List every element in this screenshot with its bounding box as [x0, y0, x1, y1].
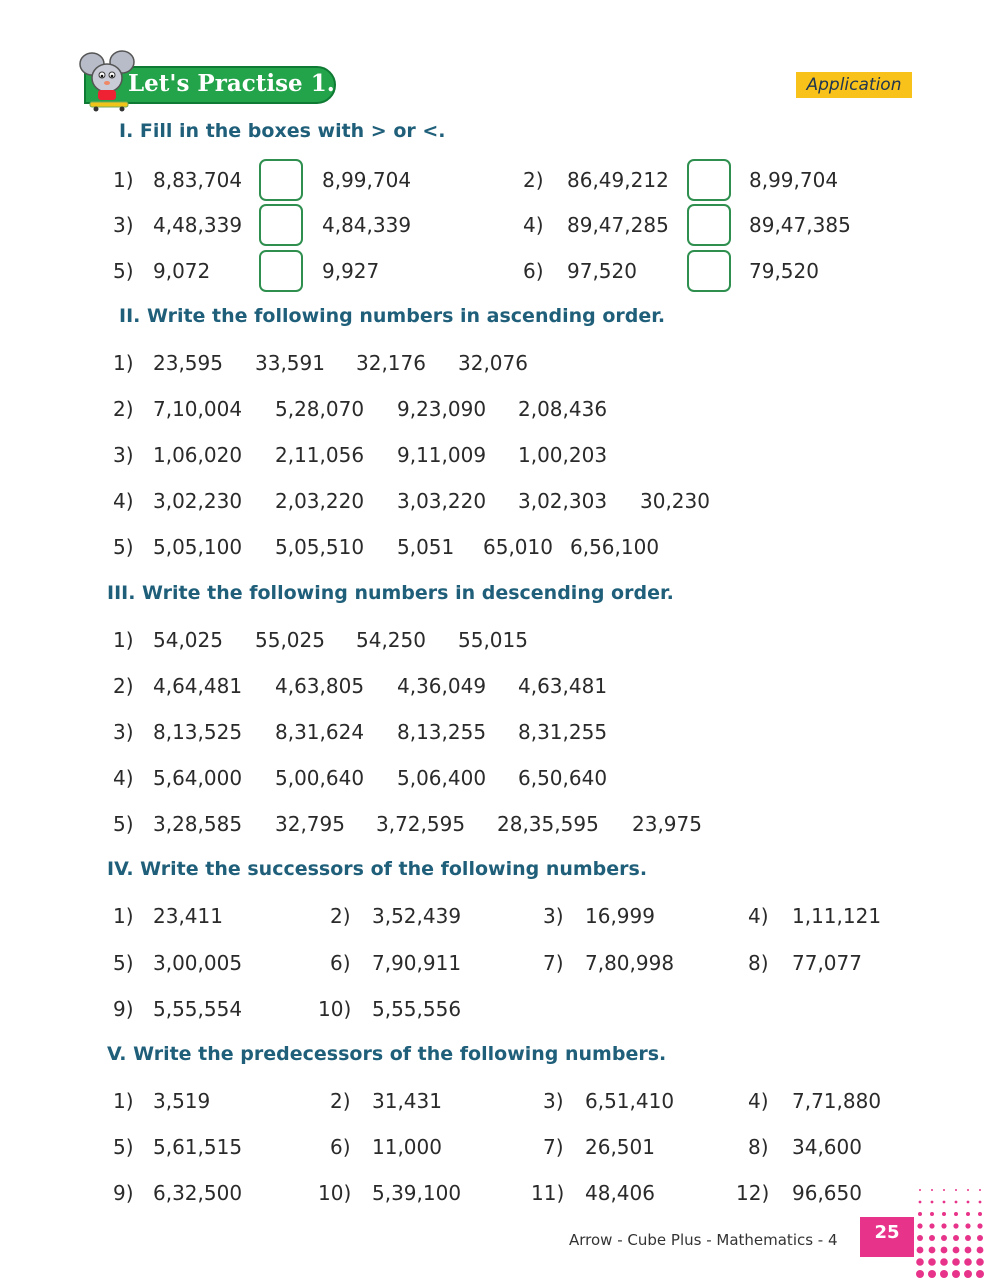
s1-item-left: 8,83,704: [153, 168, 243, 192]
s3-row-label: 2): [113, 674, 134, 698]
s4-item-label: 10): [318, 997, 352, 1021]
s5-item-value: 3,519: [153, 1089, 211, 1113]
comparison-box[interactable]: [259, 250, 303, 292]
s4-item-value: 3,52,439: [372, 904, 462, 928]
s2-number: 2,08,436: [518, 397, 608, 421]
s5-item-value: 6,32,500: [153, 1181, 243, 1205]
s5-item-value: 96,650: [792, 1181, 862, 1205]
s1-item-left: 86,49,212: [567, 168, 669, 192]
s3-row-label: 5): [113, 812, 134, 836]
comparison-box[interactable]: [259, 204, 303, 246]
s3-number: 23,975: [632, 812, 702, 836]
s5-item-value: 48,406: [585, 1181, 655, 1205]
s2-number: 23,595: [153, 351, 223, 375]
s3-number: 6,50,640: [518, 766, 608, 790]
s4-item-value: 5,55,556: [372, 997, 462, 1021]
s2-row-label: 3): [113, 443, 134, 467]
comparison-box[interactable]: [687, 159, 731, 201]
s5-item-value: 11,000: [372, 1135, 442, 1159]
s3-number: 8,13,525: [153, 720, 243, 744]
s1-item-label: 1): [113, 168, 134, 192]
s3-row-label: 4): [113, 766, 134, 790]
s5-item-label: 9): [113, 1181, 134, 1205]
s3-number: 5,06,400: [397, 766, 487, 790]
s2-number: 2,11,056: [275, 443, 365, 467]
s4-item-label: 7): [543, 951, 564, 975]
s5-item-label: 8): [748, 1135, 769, 1159]
s4-item-value: 16,999: [585, 904, 655, 928]
comparison-box[interactable]: [687, 204, 731, 246]
s2-number: 9,11,009: [397, 443, 487, 467]
s2-number: 32,076: [458, 351, 528, 375]
s3-number: 8,31,624: [275, 720, 365, 744]
s5-item-value: 5,39,100: [372, 1181, 462, 1205]
section-2-heading: II. Write the following numbers in ascending order.: [119, 305, 666, 327]
s3-number: 5,64,000: [153, 766, 243, 790]
s1-item-left: 97,520: [567, 259, 637, 283]
section-1-heading: I. Fill in the boxes with > or <.: [119, 120, 446, 142]
s4-item-value: 3,00,005: [153, 951, 243, 975]
section-5-heading: V. Write the predecessors of the following numbers.: [107, 1043, 667, 1065]
application-tag: Application: [796, 72, 912, 98]
s2-number: 5,05,510: [275, 535, 365, 559]
s4-item-label: 1): [113, 904, 134, 928]
s3-row-label: 3): [113, 720, 134, 744]
book-title-footer: Arrow - Cube Plus - Mathematics - 4: [569, 1231, 838, 1249]
s2-number: 32,176: [356, 351, 426, 375]
s1-item-right: 9,927: [322, 259, 380, 283]
s4-item-value: 23,411: [153, 904, 223, 928]
s4-item-value: 77,077: [792, 951, 862, 975]
practice-title: Let's Practise 1.6: [128, 70, 351, 97]
s2-number: 5,051: [397, 535, 455, 559]
s2-row-label: 1): [113, 351, 134, 375]
s1-item-left: 9,072: [153, 259, 211, 283]
page-number-badge: 25: [860, 1217, 914, 1257]
s5-item-label: 2): [330, 1089, 351, 1113]
s2-row-label: 4): [113, 489, 134, 513]
s4-item-label: 4): [748, 904, 769, 928]
s3-number: 4,63,805: [275, 674, 365, 698]
s3-number: 8,31,255: [518, 720, 608, 744]
s2-number: 5,05,100: [153, 535, 243, 559]
s3-number: 8,13,255: [397, 720, 487, 744]
s5-item-label: 12): [736, 1181, 770, 1205]
s5-item-label: 7): [543, 1135, 564, 1159]
s1-item-label: 5): [113, 259, 134, 283]
s2-number: 33,591: [255, 351, 325, 375]
s3-row-label: 1): [113, 628, 134, 652]
s4-item-value: 7,90,911: [372, 951, 462, 975]
s5-item-value: 31,431: [372, 1089, 442, 1113]
s3-number: 4,36,049: [397, 674, 487, 698]
s5-item-label: 3): [543, 1089, 564, 1113]
s1-item-label: 2): [523, 168, 544, 192]
section-3-heading: III. Write the following numbers in descending order.: [107, 582, 674, 604]
s4-item-label: 3): [543, 904, 564, 928]
s4-item-label: 6): [330, 951, 351, 975]
s5-item-label: 10): [318, 1181, 352, 1205]
s1-item-left: 4,48,339: [153, 213, 243, 237]
s5-item-label: 6): [330, 1135, 351, 1159]
s1-item-label: 4): [523, 213, 544, 237]
s5-item-value: 7,71,880: [792, 1089, 882, 1113]
s3-number: 55,015: [458, 628, 528, 652]
s4-item-value: 5,55,554: [153, 997, 243, 1021]
s2-number: 2,03,220: [275, 489, 365, 513]
section-4-heading: IV. Write the successors of the following numbers.: [107, 858, 648, 880]
s5-item-label: 5): [113, 1135, 134, 1159]
comparison-box[interactable]: [687, 250, 731, 292]
s1-item-right: 8,99,704: [749, 168, 839, 192]
s2-number: 6,56,100: [570, 535, 660, 559]
s5-item-value: 34,600: [792, 1135, 862, 1159]
s3-number: 4,63,481: [518, 674, 608, 698]
s3-number: 28,35,595: [497, 812, 599, 836]
s4-item-value: 7,80,998: [585, 951, 675, 975]
s3-number: 54,025: [153, 628, 223, 652]
s4-item-label: 9): [113, 997, 134, 1021]
s5-item-label: 1): [113, 1089, 134, 1113]
s2-number: 30,230: [640, 489, 710, 513]
s1-item-right: 79,520: [749, 259, 819, 283]
s5-item-value: 26,501: [585, 1135, 655, 1159]
s2-number: 3,02,230: [153, 489, 243, 513]
s5-item-value: 5,61,515: [153, 1135, 243, 1159]
s3-number: 54,250: [356, 628, 426, 652]
s3-number: 55,025: [255, 628, 325, 652]
s4-item-label: 8): [748, 951, 769, 975]
s1-item-right: 4,84,339: [322, 213, 412, 237]
s3-number: 4,64,481: [153, 674, 243, 698]
s2-number: 5,28,070: [275, 397, 365, 421]
s2-row-label: 2): [113, 397, 134, 421]
s3-number: 3,28,585: [153, 812, 243, 836]
s1-item-right: 8,99,704: [322, 168, 412, 192]
s2-number: 65,010: [483, 535, 553, 559]
s2-number: 7,10,004: [153, 397, 243, 421]
s2-number: 3,02,303: [518, 489, 608, 513]
s1-item-label: 6): [523, 259, 544, 283]
s2-number: 9,23,090: [397, 397, 487, 421]
s4-item-label: 2): [330, 904, 351, 928]
s3-number: 3,72,595: [376, 812, 466, 836]
s4-item-value: 1,11,121: [792, 904, 882, 928]
s5-item-value: 6,51,410: [585, 1089, 675, 1113]
s2-number: 1,00,203: [518, 443, 608, 467]
s1-item-left: 89,47,285: [567, 213, 669, 237]
s3-number: 5,00,640: [275, 766, 365, 790]
s2-number: 3,03,220: [397, 489, 487, 513]
s1-item-right: 89,47,385: [749, 213, 851, 237]
s2-number: 1,06,020: [153, 443, 243, 467]
comparison-box[interactable]: [259, 159, 303, 201]
s2-row-label: 5): [113, 535, 134, 559]
s3-number: 32,795: [275, 812, 345, 836]
s5-item-label: 4): [748, 1089, 769, 1113]
s5-item-label: 11): [531, 1181, 565, 1205]
s1-item-label: 3): [113, 213, 134, 237]
decorative-dots-icon: [914, 1184, 989, 1280]
s4-item-label: 5): [113, 951, 134, 975]
